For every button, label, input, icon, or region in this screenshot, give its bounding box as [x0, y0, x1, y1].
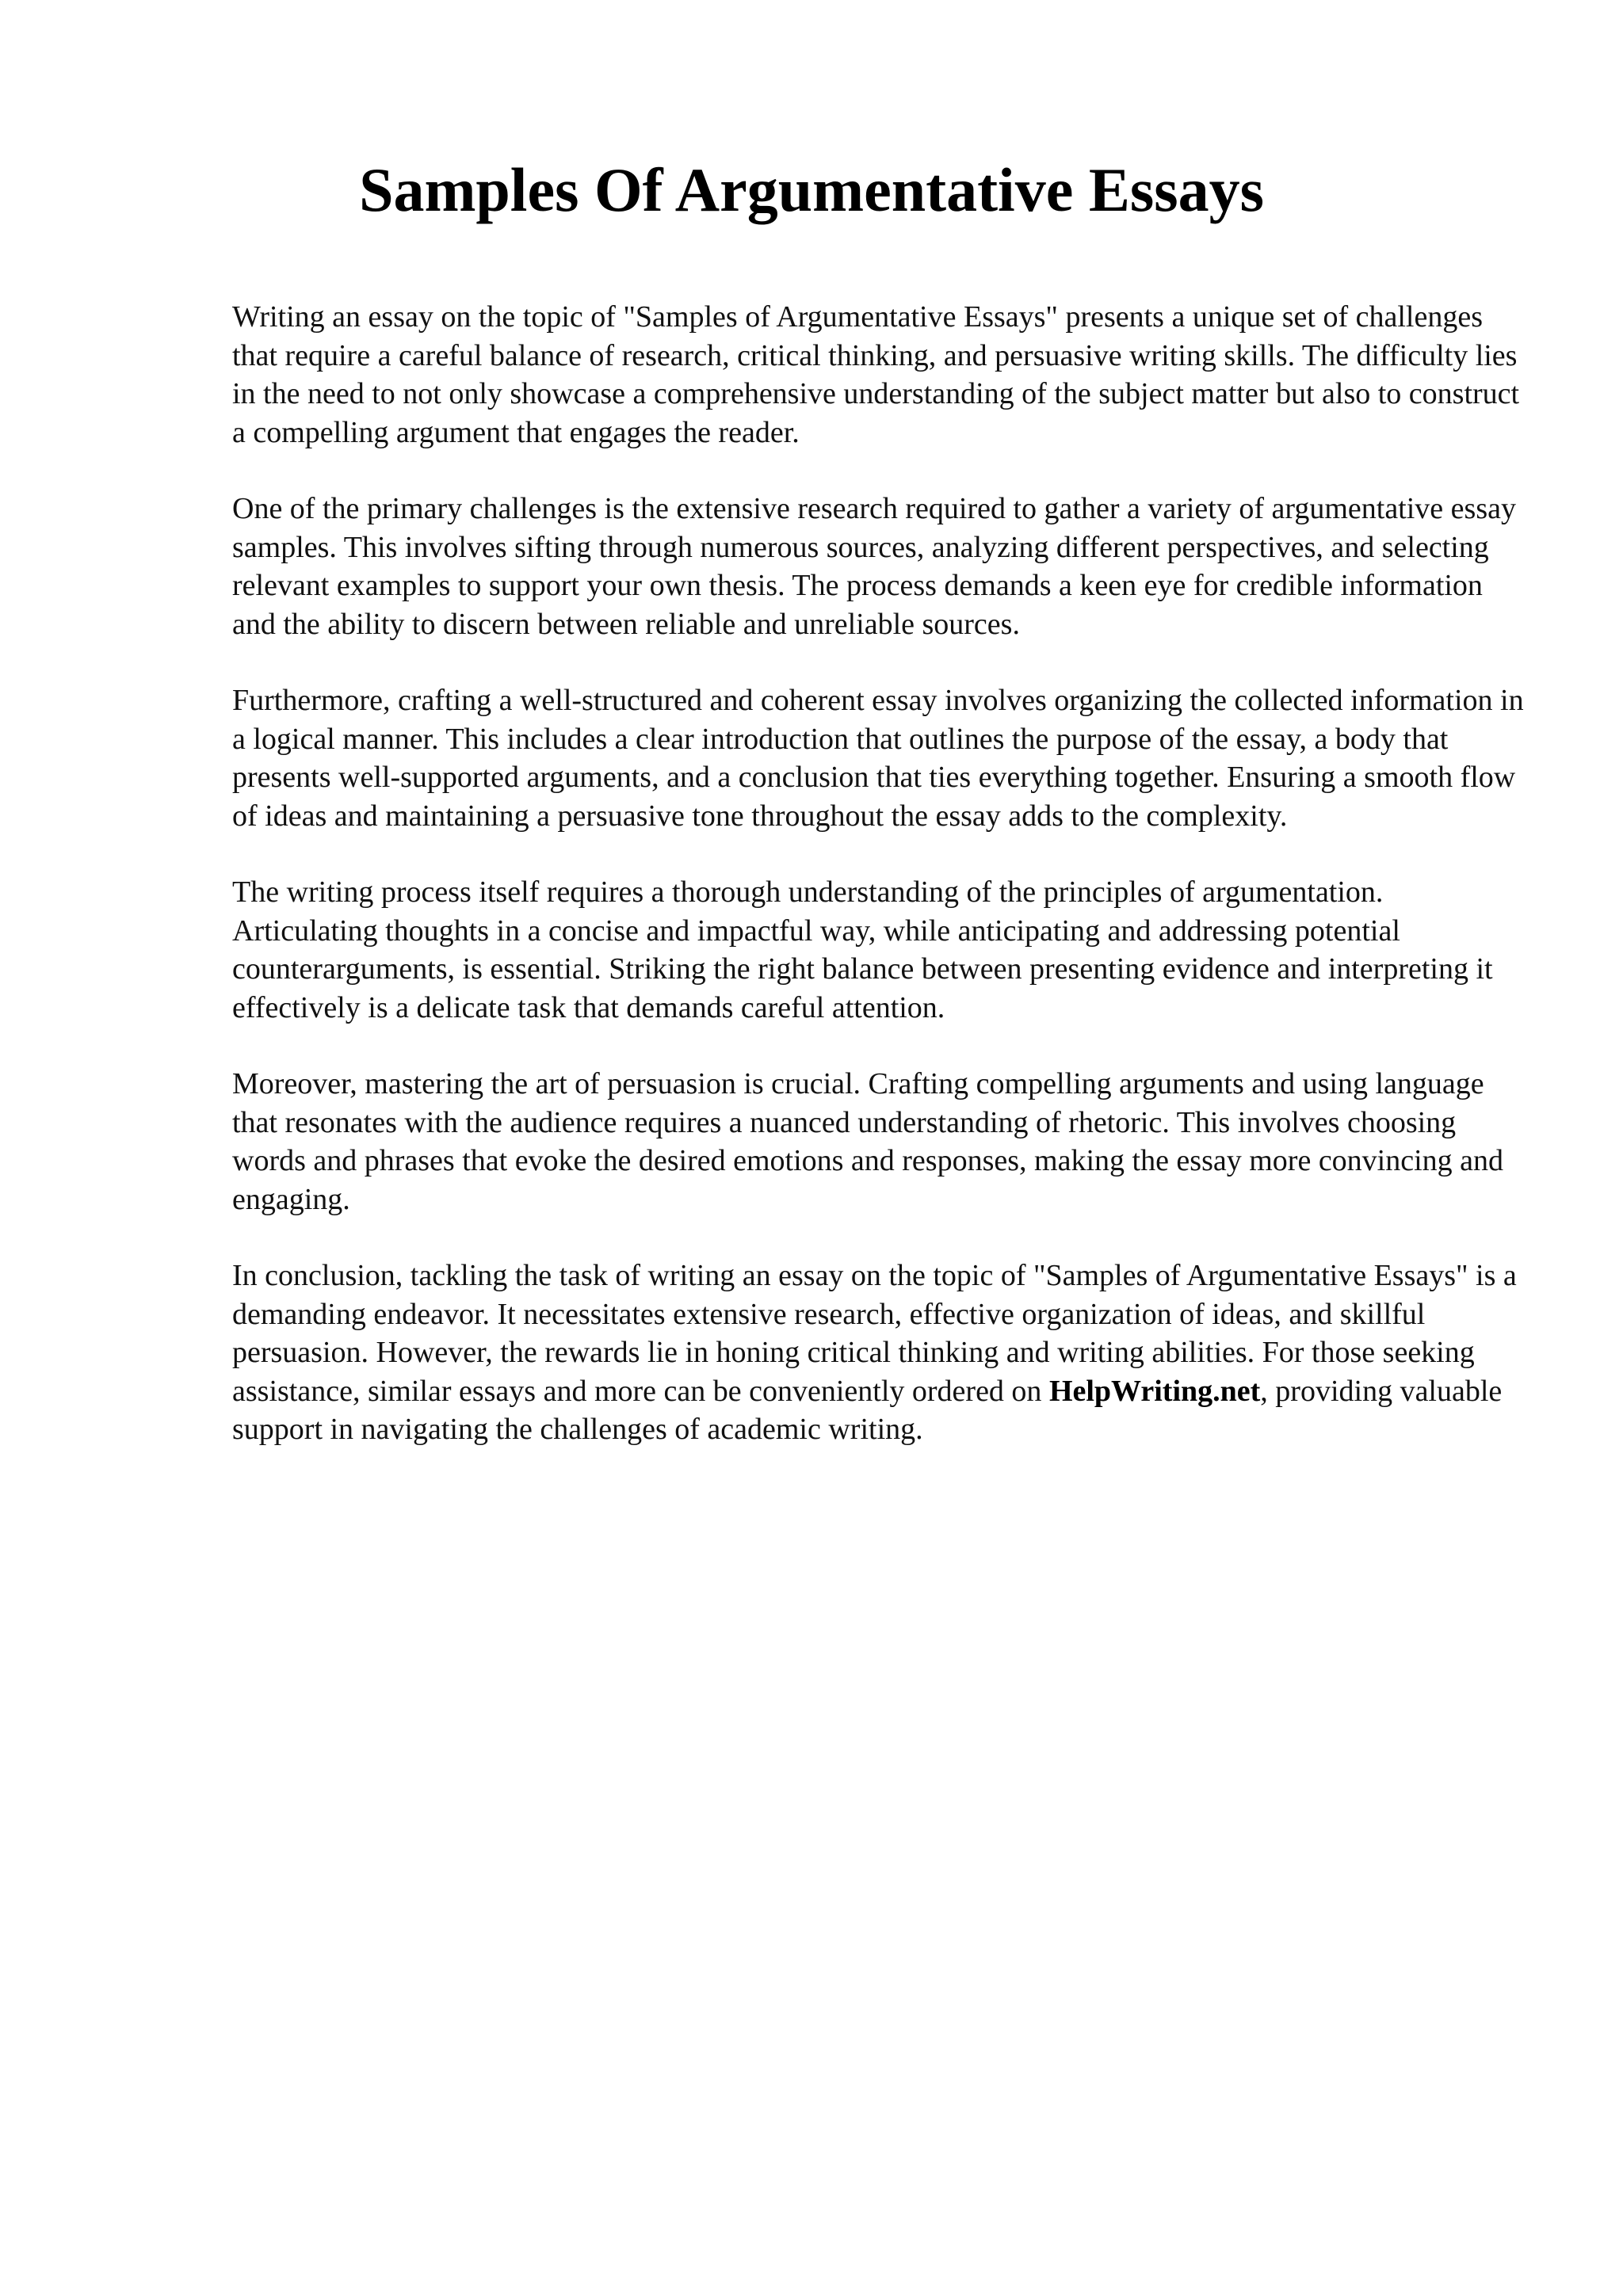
paragraph-4: The writing process itself requires a thorough understanding of the principles of argumentation. Articulating thoughts in a concise and impactful way, while anticipating and addressing potential counterarguments, is essential. Striking the right balance between presenting evidence and interpreting it effectively is a delicate task that demands careful attention.	[232, 875, 1493, 1024]
paragraph-1: Writing an essay on the topic of "Samples of Argumentative Essays" presents a unique set of challenges that require a careful balance of research, critical thinking, and persuasive writing skills. The difficulty lies in the need to not only showcase a comprehensive understanding of the subject matter but also to construct a compelling argument that engages the reader.	[232, 300, 1520, 449]
brand-link[interactable]: HelpWriting.net	[1048, 1374, 1261, 1408]
paragraph-2: One of the primary challenges is the extensive research required to gather a variety of argumentative essay samples. This involves sifting through numerous sources, analyzing different perspectives, and selecting relevant examples to support your own thesis. The process demands a keen eye for credible information and the ability to discern between reliable and unreliable sources.	[232, 492, 1516, 641]
conclusion-tail: , providing valuable support in navigating the challenges of academic writing.	[232, 1374, 1503, 1446]
conclusion-text: In conclusion, tackling the task of writing an essay on the topic of "Samples of Argumentative Essays" is a demanding endeavor. It necessitates extensive research, effective organization of ideas, and skillful persuasion. However, the rewards lie in honing critical thinking and writing abilities. For those seeking assistance, similar essays and more can be conveniently ordered on	[232, 1259, 1517, 1408]
paragraph-3: Furthermore, crafting a well-structured and coherent essay involves organizing the collected information in a logical manner. This includes a clear introduction that outlines the purpose of the essay, a body that presents well-supported arguments, and a conclusion that ties everything together. Ensuring a smooth flow of ideas and maintaining a persuasive tone throughout the essay adds to the complexity.	[232, 684, 1524, 833]
conclusion-paragraph	[232, 1257, 1532, 1449]
paragraph-5: Moreover, mastering the art of persuasion is crucial. Crafting compelling arguments and using language that resonates with the audience requires a nuanced understanding of rhetoric. This involves choosing words and phrases that evoke the desired emotions and responses, making the essay more convincing and engaging.	[232, 1067, 1504, 1216]
essay-body	[232, 298, 1532, 1449]
page-title: Samples Of Argumentative Essays	[359, 155, 1264, 224]
